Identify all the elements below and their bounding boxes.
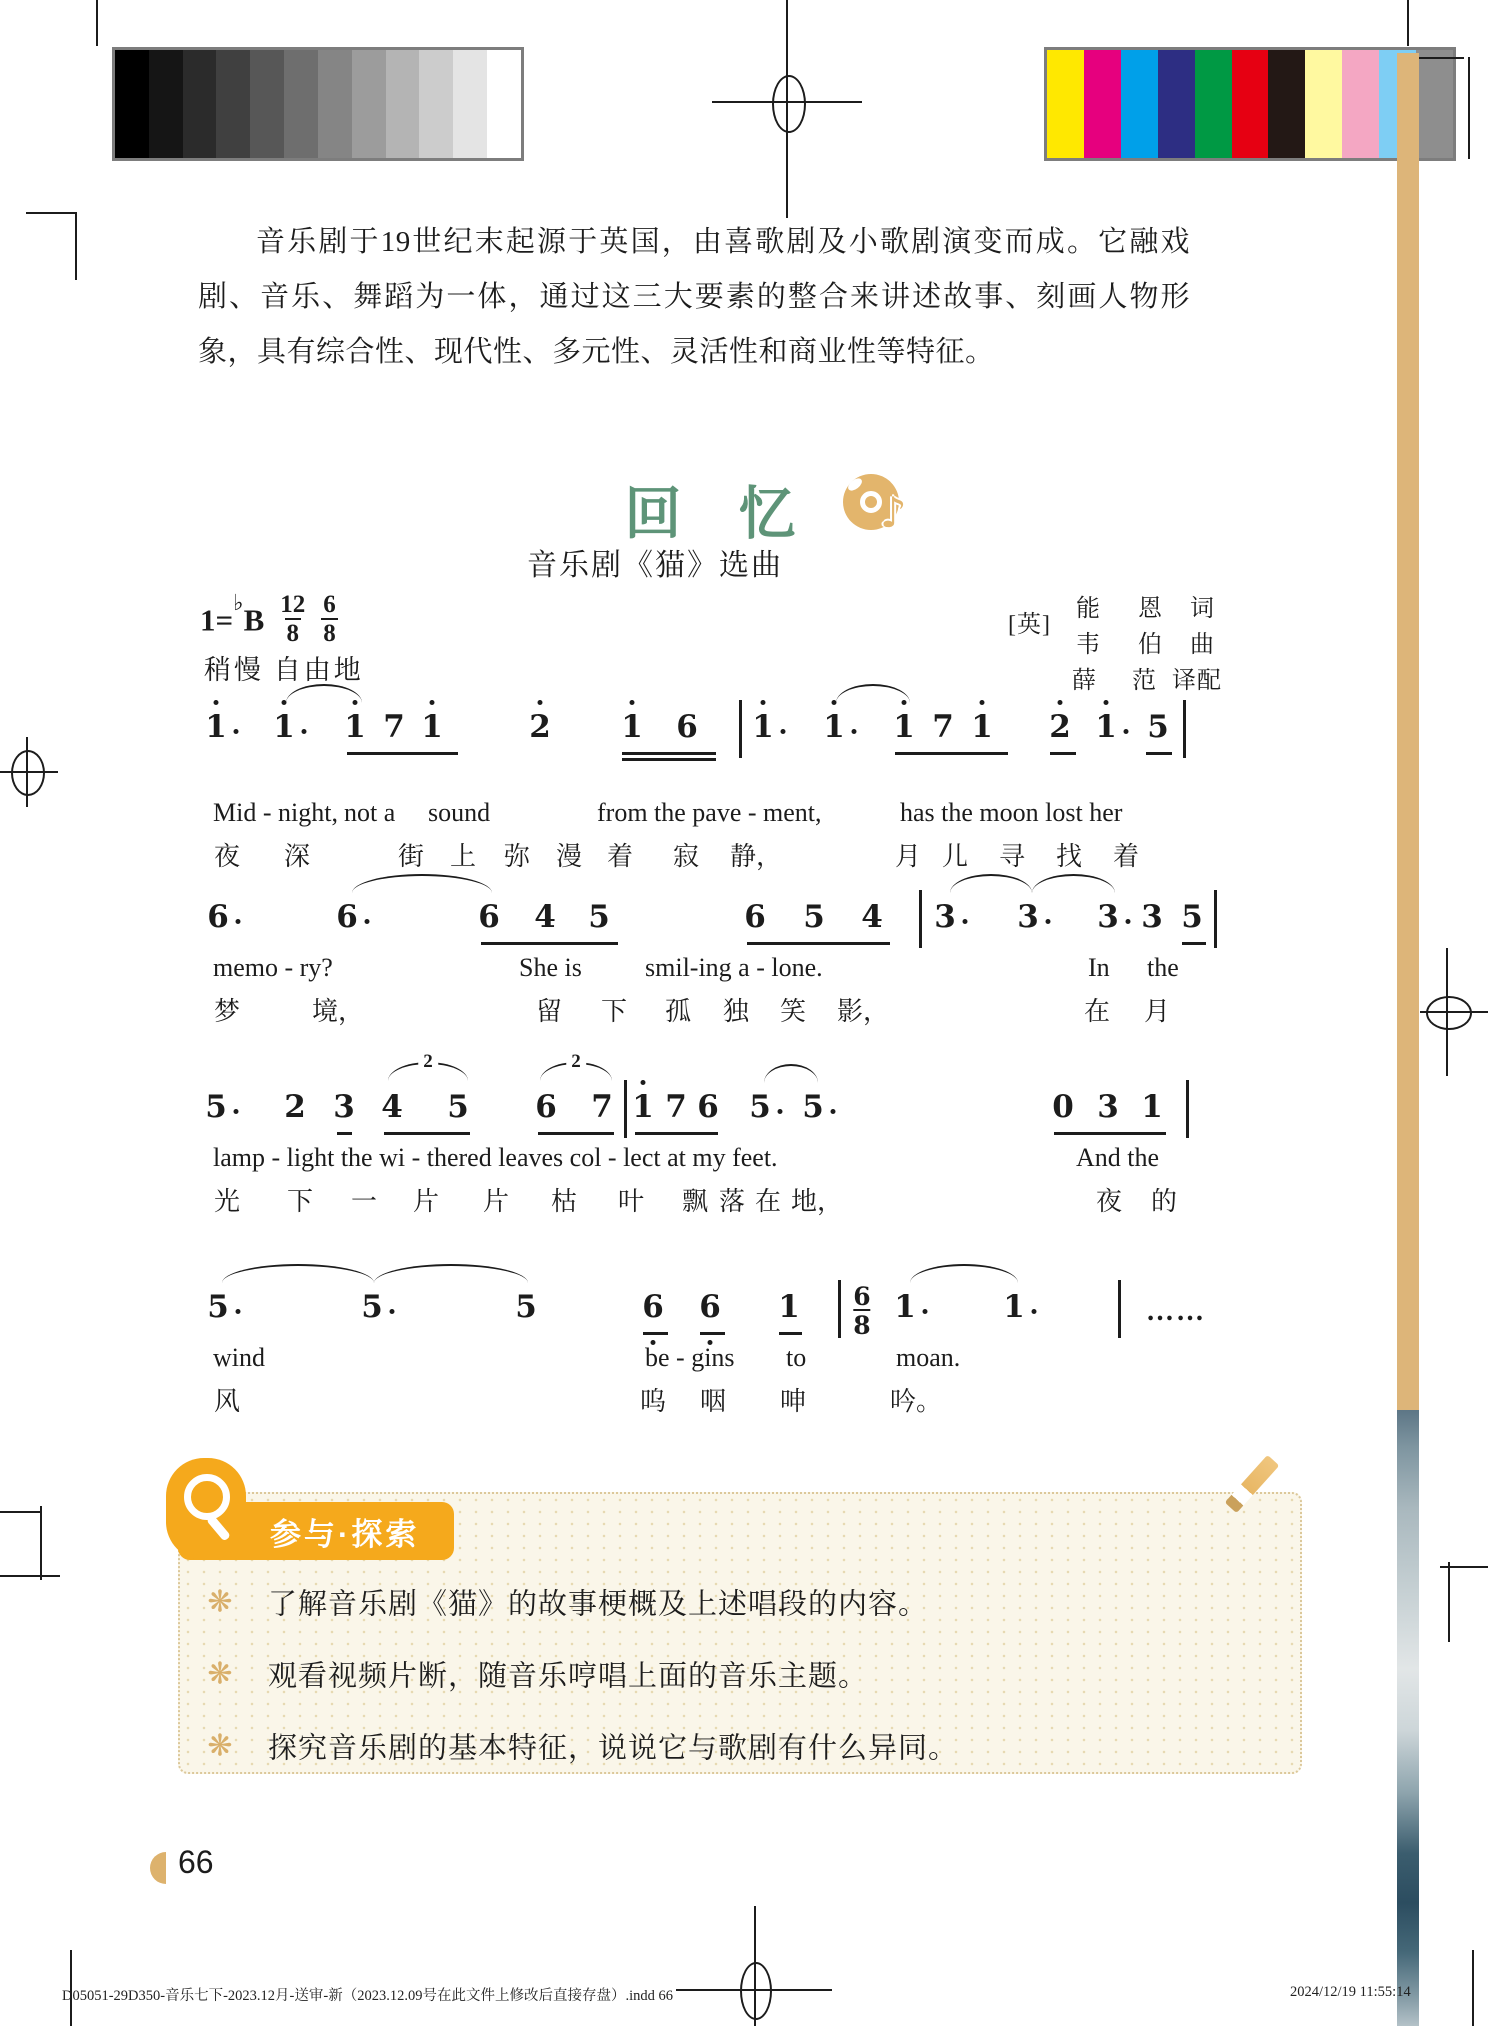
credit-text: 伯: [1138, 632, 1163, 658]
note-number: 1: [894, 1289, 916, 1325]
augmentation-dot: [234, 729, 239, 734]
note-number: 6: [336, 899, 358, 935]
lyric-chinese: 枯: [551, 1187, 578, 1216]
augmentation-dot: [234, 1109, 239, 1114]
lyric-english: sound: [428, 798, 491, 827]
flower-bullet-icon: ❋: [207, 1656, 233, 1692]
intro-paragraph: 音乐剧于19世纪末起源于英国，由喜歌剧及小歌剧演变而成。它融戏剧、音乐、舞蹈为一体，通过这三大要素的整合来讲述故事、刻画人物形象，具有综合性、现代性、多元性、灵活性和商业性等特征。: [198, 226, 1190, 368]
beam-underline: [635, 1132, 718, 1135]
note-number: 1: [752, 709, 774, 745]
tuplet-number: 2: [566, 1052, 586, 1071]
augmentation-dot: [390, 1309, 395, 1314]
crop-mark-line: [1407, 0, 1409, 46]
color-swatch: [1232, 50, 1269, 158]
lyric-chinese: 影，: [837, 997, 890, 1026]
lyric-chinese: 地，: [791, 1187, 844, 1216]
lyric-chinese: 弥: [504, 842, 531, 871]
lyric-chinese: 梦: [214, 997, 241, 1026]
beam-underline: [538, 1132, 614, 1135]
crop-mark-line: [1440, 1566, 1488, 1568]
note-number: 3: [1097, 899, 1119, 935]
note-number: 5: [447, 1089, 469, 1125]
note-number: 3: [1141, 899, 1163, 935]
gray-swatch: [115, 50, 149, 158]
augmentation-dot: [1046, 919, 1051, 924]
augmentation-dot: [236, 919, 241, 924]
color-swatch: [1305, 50, 1342, 158]
key-prefix: 1=♭B: [200, 590, 265, 638]
note-number: 6: [697, 1089, 719, 1125]
barline: [919, 890, 922, 948]
lyric-english: from the pave - ment,: [597, 798, 822, 827]
note-number: 4: [381, 1089, 403, 1125]
slur-arc: [1032, 874, 1115, 893]
note-number: 5: [207, 1289, 229, 1325]
barline: [838, 1280, 841, 1338]
credit-text: 范: [1132, 668, 1157, 694]
lyric-english: She is: [519, 953, 582, 982]
inline-time-signature: [853, 1284, 870, 1338]
explore-item-text: 探究音乐剧的基本特征，说说它与歌剧有什么异同。: [268, 1732, 959, 1765]
barline: [624, 1080, 627, 1138]
beam-underline: [337, 1132, 352, 1135]
note-number: 1: [621, 709, 643, 745]
footer-timestamp: 2024/12/19 11:55:14: [1290, 1984, 1411, 2000]
meter-12-8: $\frac{12}{8}$: [280, 591, 306, 647]
beam-underline: [622, 758, 716, 761]
color-swatch: [1268, 50, 1305, 158]
note-number: 2: [1049, 709, 1071, 745]
note-number: 1: [421, 709, 443, 745]
gray-swatch: [453, 50, 487, 158]
octave-dot-above: [430, 700, 435, 705]
crop-mark-line: [96, 0, 98, 46]
registration-circle: [1426, 996, 1472, 1030]
lyric-chinese: 漫: [556, 842, 583, 871]
credit-text: 译配: [1172, 668, 1222, 694]
lyric-english: smil-ing a - lone.: [645, 953, 823, 982]
lyric-chinese: 呻: [780, 1387, 807, 1416]
augmentation-dot: [923, 1309, 928, 1314]
lyric-chinese: 月: [895, 842, 922, 871]
color-swatch: [1195, 50, 1232, 158]
augmentation-dot: [963, 919, 968, 924]
note-number: 4: [534, 899, 556, 935]
credit-text: 恩: [1138, 596, 1163, 622]
lyric-chinese: 寻: [999, 842, 1026, 871]
beam-underline: [779, 1332, 802, 1335]
note-number: 7: [383, 709, 405, 745]
lyric-chinese: 儿: [942, 842, 969, 871]
beam-underline: [1050, 752, 1076, 755]
note-number: 3: [333, 1089, 355, 1125]
octave-dot-above: [630, 700, 635, 705]
note-number: 7: [665, 1089, 687, 1125]
magnifier-icon: [184, 1474, 230, 1520]
barline: [1183, 700, 1186, 758]
slur-arc: [764, 1064, 818, 1083]
note-number: 1: [344, 709, 366, 745]
note-number: 6: [744, 899, 766, 935]
lyric-chinese: 片: [483, 1187, 510, 1216]
lyric-chinese: 孤: [665, 997, 692, 1026]
gray-swatch: [149, 50, 183, 158]
slur-arc: [836, 684, 910, 703]
explore-item-text: 观看视频片断，随音乐哼唱上面的音乐主题。: [268, 1660, 869, 1693]
tuplet-number: 2: [418, 1052, 438, 1071]
note-number: 3: [1017, 899, 1039, 935]
note-number: 6: [699, 1289, 721, 1325]
crop-mark-line: [0, 1511, 40, 1513]
octave-dot-above: [214, 700, 219, 705]
lyric-chinese: 下: [601, 997, 628, 1026]
key-signature: [200, 592, 338, 646]
page-number: 66: [178, 1844, 214, 1880]
lyric-english: And the: [1076, 1143, 1160, 1172]
note-number: 4: [861, 899, 883, 935]
credit-text: 韦: [1076, 632, 1101, 658]
lyric-chinese: 叶: [618, 1187, 645, 1216]
lyric-chinese: 深: [284, 842, 311, 871]
flower-bullet-icon: ❋: [207, 1584, 233, 1620]
credit-text: 曲: [1190, 632, 1215, 658]
note-number: 5: [1147, 709, 1169, 745]
continuation-dots: ……: [1146, 1296, 1206, 1327]
gray-swatch: [250, 50, 284, 158]
note-number: 2: [284, 1089, 306, 1125]
color-swatch: [1342, 50, 1379, 158]
crop-mark-line: [0, 1575, 60, 1577]
color-swatch: [1047, 50, 1084, 158]
note-number: 3: [1097, 1089, 1119, 1125]
explore-item-text: 了解音乐剧《猫》的故事梗概及上述唱段的内容。: [268, 1588, 929, 1621]
note-number: 1: [1141, 1089, 1163, 1125]
note-number: 5: [361, 1289, 383, 1325]
lyric-english: wind: [213, 1343, 265, 1372]
note-number: 1: [1003, 1289, 1025, 1325]
crop-mark-line: [75, 212, 77, 280]
lyric-chinese: 在: [755, 1187, 782, 1216]
augmentation-dot: [1124, 729, 1129, 734]
note-number: 5: [205, 1089, 227, 1125]
lyric-english: moan.: [896, 1343, 961, 1372]
crop-mark-line: [1468, 57, 1470, 159]
octave-dot-above: [538, 700, 543, 705]
note-number: 6: [676, 709, 698, 745]
barline: [739, 700, 742, 758]
flower-bullet-icon: ❋: [207, 1728, 233, 1764]
credit-text: 能: [1076, 596, 1101, 622]
lyric-chinese: 寂: [673, 842, 700, 871]
lyric-chinese: 夜: [1096, 1187, 1123, 1216]
note-number: 6: [207, 899, 229, 935]
note-number: 0: [1052, 1089, 1074, 1125]
lyric-chinese: 风: [214, 1387, 241, 1416]
note-number: 6: [478, 899, 500, 935]
page-edge-strip-tan: [1397, 53, 1419, 1410]
gray-swatch: [318, 50, 352, 158]
lyric-chinese: 着: [607, 842, 634, 871]
note-number: 1: [971, 709, 993, 745]
gray-swatch: [419, 50, 453, 158]
note-number: 6: [642, 1289, 664, 1325]
credit-text: 薛: [1072, 668, 1097, 694]
crop-mark-line: [26, 212, 76, 214]
note-number: 5: [803, 899, 825, 935]
barline: [1186, 1080, 1189, 1138]
color-swatch: [1121, 50, 1158, 158]
crop-mark-line: [1412, 57, 1464, 59]
registration-circle: [11, 750, 45, 796]
flat-sign: ♭: [233, 590, 244, 616]
grayscale-calibration-bar: [112, 47, 524, 161]
lyric-english: the: [1147, 953, 1179, 982]
augmentation-dot: [831, 1109, 836, 1114]
octave-dot-above: [1104, 700, 1109, 705]
note-number: 5: [749, 1089, 771, 1125]
note-number: 1: [893, 709, 915, 745]
lyric-english: not a: [344, 798, 396, 827]
barline: [1214, 890, 1217, 948]
note-number: 5: [588, 899, 610, 935]
note-number: 7: [932, 709, 954, 745]
song-title: 回 忆: [624, 483, 796, 546]
note-number: 2: [529, 709, 551, 745]
lyric-chinese: 留: [536, 997, 563, 1026]
note-number: 1: [632, 1089, 654, 1125]
lyric-chinese: 在: [1084, 997, 1111, 1026]
lyric-chinese: 着: [1113, 842, 1140, 871]
beam-underline: [1146, 752, 1172, 755]
augmentation-dot: [852, 729, 857, 734]
color-swatch: [1084, 50, 1121, 158]
lyric-chinese: 静，: [730, 842, 783, 871]
augmentation-dot: [778, 1109, 783, 1114]
crop-mark-line: [1448, 1562, 1450, 1642]
time-sig-denominator: 8: [853, 1311, 871, 1340]
color-swatch: [1158, 50, 1195, 158]
augmentation-dot: [781, 729, 786, 734]
color-calibration-bar: [1044, 47, 1456, 161]
crop-mark-line: [1472, 1950, 1474, 2026]
lyric-chinese: 月: [1144, 997, 1171, 1026]
note-number: 5: [1181, 899, 1203, 935]
lyric-chinese: 一: [351, 1187, 378, 1216]
registration-circle: [740, 1962, 772, 2020]
beam-underline: [622, 752, 716, 755]
octave-dot-above: [641, 1080, 646, 1085]
note-number: 7: [591, 1089, 613, 1125]
note-number: 1: [1095, 709, 1117, 745]
lyric-english: In: [1088, 953, 1110, 982]
slur-arc: [950, 874, 1032, 893]
gray-swatch: [352, 50, 386, 158]
gray-swatch: [183, 50, 217, 158]
music-note-icon: ♪: [880, 488, 907, 537]
note-number: 1: [823, 709, 845, 745]
lyric-chinese: 境，: [312, 997, 365, 1026]
slur-arc: [352, 874, 492, 893]
footer-file-info: D05051-29D350-音乐七下-2023.12月-送审-新（2023.12.09号在此文件上修改后直接存盘）.indd 66: [62, 1988, 673, 2004]
note-number: 6: [535, 1089, 557, 1125]
beam-underline: [643, 1332, 668, 1335]
augmentation-dot: [236, 1309, 241, 1314]
octave-dot-above: [761, 700, 766, 705]
beam-underline: [895, 752, 1008, 755]
augmentation-dot: [1126, 919, 1131, 924]
lyric-chinese: 片: [413, 1187, 440, 1216]
gray-swatch: [386, 50, 420, 158]
note-number: 5: [802, 1089, 824, 1125]
lyric-chinese: 夜: [214, 842, 241, 871]
beam-underline: [384, 1132, 470, 1135]
augmentation-dot: [302, 729, 307, 734]
octave-dot-above: [980, 700, 985, 705]
lyric-english: to: [786, 1343, 807, 1372]
tempo-marking: 稍慢 自由地: [204, 655, 364, 685]
beam-underline: [1054, 1132, 1166, 1135]
lyric-chinese: 咽: [700, 1387, 727, 1416]
time-sig-numerator: 6: [853, 1282, 871, 1311]
page-edge-strip-inkwash: [1397, 1410, 1419, 2026]
beam-underline: [700, 1332, 725, 1335]
gray-swatch: [284, 50, 318, 158]
note-number: 1: [273, 709, 295, 745]
crop-mark-line: [40, 1506, 42, 1580]
registration-circle: [772, 75, 806, 133]
lyric-english: has the moon lost her: [900, 798, 1123, 827]
octave-dot-above: [1058, 700, 1063, 705]
lyric-chinese: 街: [398, 842, 425, 871]
lyric-chinese: 飘: [682, 1187, 709, 1216]
lyric-chinese: 上: [450, 842, 477, 871]
beam-underline: [347, 752, 458, 755]
meter-6-8: $\frac{6}{8}$: [323, 591, 336, 647]
slur-arc: [374, 1264, 528, 1283]
lyric-chinese: 独: [723, 997, 750, 1026]
lyric-english: memo - ry?: [213, 953, 333, 982]
gray-swatch: [216, 50, 250, 158]
note-number: 5: [515, 1289, 537, 1325]
color-swatch: [1416, 50, 1453, 158]
lyric-english: lamp - light the wi - thered leaves col - lect at my feet.: [213, 1143, 778, 1172]
gray-swatch: [487, 50, 521, 158]
lyric-chinese: 落: [719, 1187, 746, 1216]
credit-text: 词: [1190, 596, 1215, 622]
lyric-chinese: 找: [1056, 842, 1083, 871]
lyric-chinese: 下: [287, 1187, 314, 1216]
beam-underline: [1182, 942, 1206, 945]
lyric-english: Mid - night,: [213, 798, 338, 827]
note-number: 1: [205, 709, 227, 745]
note-number: 3: [934, 899, 956, 935]
note-number: 1: [778, 1289, 800, 1325]
lyric-english: be - gins: [645, 1343, 735, 1372]
augmentation-dot: [1032, 1309, 1037, 1314]
song-subtitle: 音乐剧《猫》选曲: [527, 549, 783, 582]
beam-underline: [747, 942, 890, 945]
lyric-chinese: 的: [1151, 1187, 1178, 1216]
slur-arc: [222, 1264, 374, 1283]
explore-tab-label: 参与·探索: [270, 1516, 420, 1552]
page-number-marker: [150, 1852, 166, 1884]
lyric-chinese: 呜: [640, 1387, 667, 1416]
lyric-chinese: 吟。: [890, 1387, 943, 1416]
credit-text: [英]: [1008, 612, 1051, 638]
slur-arc: [910, 1264, 1018, 1283]
lyric-chinese: 笑: [780, 997, 807, 1026]
augmentation-dot: [365, 919, 370, 924]
beam-underline: [481, 942, 618, 945]
barline: [1118, 1280, 1121, 1338]
lyric-chinese: 光: [214, 1187, 241, 1216]
